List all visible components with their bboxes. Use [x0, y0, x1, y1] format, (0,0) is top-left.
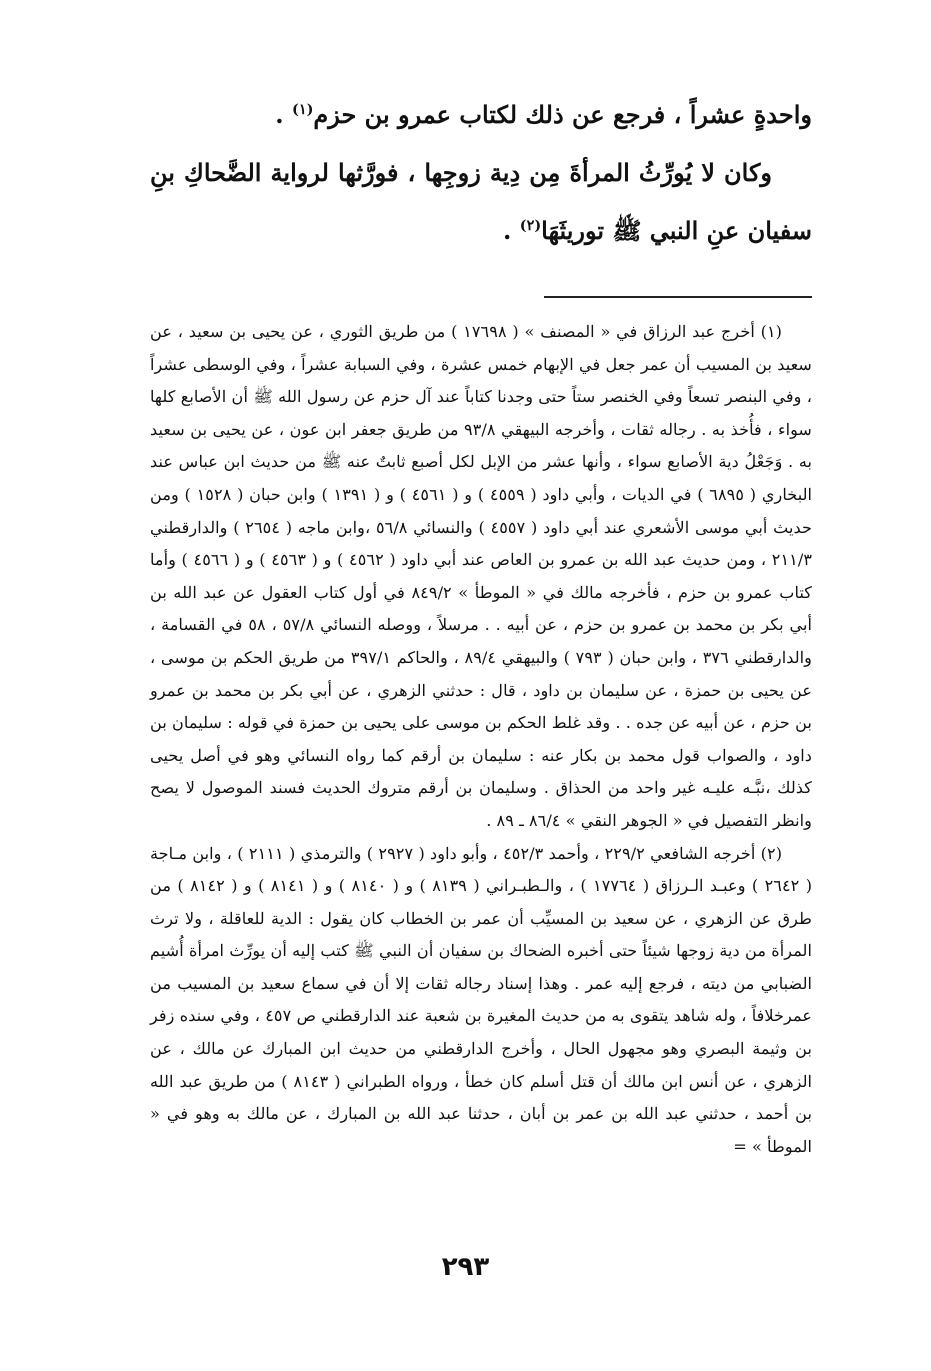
main-line-1-end: .	[275, 100, 293, 129]
footnote-ref-1[interactable]: (١)	[292, 101, 314, 118]
footnote-separator	[544, 296, 812, 298]
footnote-1: (١) أخرج عبد الرزاق في « المصنف » ( ١٧٦٩٨ ) من طريق الثوري ، عن يحيى بن سعيد ، عن سعيد بن المسيب أن عمر جعل في الإبهام خمس عشرة ، وفي السبابة عشراً ، وفي الوسطى عشراً ، وفي البنصر تسعاً وفي الخنصر ستاً حتى وجدنا كتاباً عند آل حزم عن رسول الله ﷺ أن الأصابع كلها سواء ، فأُخذ به . رجاله ثقات ، وأخرجه البيهقي ٩٣/٨ من طريق جعفر ابن عون ، عن يحيى بن سعيد به . وَجَعْلُ دية الأصابع سواء ، وأنها عشر من الإبل لكل أصبع ثابتٌ عنه ﷺ من حديث ابن عباس عند البخاري ( ٦٨٩٥ ) في الديات ، وأبي داود ( ٤٥٥٩ ) و ( ٤٥٦١ ) و ( ١٣٩١ ) وابن حبان ( ١٥٢٨ ) ومن حديث أبي موسى الأشعري عند أبي داود ( ٤٥٥٧ ) والنسائي ٥٦/٨ ،وابن ماجه ( ٢٦٥٤ ) والدارقطني ٢١١/٣ ، ومن حديث عبد الله بن عمرو بن العاص عند أبي داود ( ٤٥٦٢ ) و ( ٤٥٦٣ ) و ( ٤٥٦٦ ) وأما كتاب عمرو بن حزم ، فأخرجه مالك في « الموطأ » ٨٤٩/٢ في أول كتاب العقول عن عبد الله بن أبي بكر بن محمد بن عمرو بن حزم ، عن أبيه . . مرسلاً ، ووصله النسائي ٥٧/٨ ، ٥٨ في القسامة ، والدارقطني ٣٧٦ ، وابن حبان ( ٧٩٣ ) والبيهقي ٨٩/٤ ، والحاكم ٣٩٧/١ من طريق الحكم بن موسى ، عن يحيى بن حمزة ، عن سليمان بن داود ، قال : حدثني الزهري ، عن أبي بكر بن محمد بن عمرو بن حزم ، عن أبيه عن جده . . وقد غلط الحكم بن موسى على يحيى بن حمزة في قوله : سليمان بن داود ، والصواب قول محمد بن بكار عنه : سليمان بن أرقم كما رواه النسائي وهو في أصل يحيى كذلك ،نبَّـه عليـه غير واحد من الحذاق . وسليمان بن أرقم متروك الحديث فسند الموصول لا يصح وانظر التفصيل في « الجوهر النقي » ٨٦/٤ ـ ٨٩ .	[150, 322, 813, 830]
main-para-2-end: .	[503, 216, 520, 245]
main-paragraph-2	[150, 144, 812, 260]
main-text	[150, 86, 812, 260]
footnote-2: (٢) أخرجه الشافعي ٢٢٩/٢ ، وأحمد ٤٥٢/٣ ، وأبو داود ( ٢٩٢٧ ) والترمذي ( ٢١١١ ) ، وابن مـاجة ( ٢٦٤٢ ) وعبـد الـرزاق ( ١٧٧٦٤ ) ، والـطبـراني ( ٨١٣٩ ) و ( ٨١٤٠ ) و ( ٨١٤١ ) و ( ٨١٤٢ ) من طرق عن الزهري ، عن سعيد بن المسيِّب أن عمر بن الخطاب كان يقول : الدية للعاقلة ، ولا ترث المرأة من دية زوجها شيئاً حتى أخبره الضحاك بن سفيان أن النبي ﷺ كتب إليه أن يورِّث امرأة أُشيم الضبابي من ديته ، فرجع إليه عمر . وهذا إسناد رجاله ثقات إلا أن في سماع سعيد بن المسيب من عمرخلافاً ، وله شاهد يتقوى به من حديث المغيرة بن شعبة عند الدارقطني ص ٤٥٧ ، وفي سنده زفر بن وثيمة البصري وهو مجهول الحال ، وأخرج الدارقطني من حديث ابن المبارك عن مالك ، عن الزهري ، عن أنس ابن مالك أن قتل أسلم كان خطأ ، ورواه الطبراني ( ٨١٤٣ ) من طريق عبد الله بن أحمد ، حدثني عبد الله بن عمر بن أبان ، حدثنا عبد الله بن المبارك ، عن مالك به وهو في « الموطأ » =	[150, 843, 813, 1156]
document-page	[150, 86, 812, 1163]
footnotes	[150, 316, 812, 1163]
main-para-2-text: وكان لا يُورِّثُ المرأةَ مِن دِية زوجِها ، فورَّثها لرواية الضَّحاكِ بنِ سفيان عنِ النبي ﷺ توريثَهَا	[150, 158, 812, 245]
page-number: ٢٩٣	[441, 1252, 490, 1282]
main-paragraph-1	[150, 86, 812, 144]
main-line-1: واحدةٍ عشراً ، فرجع عن ذلك لكتاب عمرو بن حزم	[313, 100, 812, 129]
footnote-ref-2[interactable]: (٢)	[519, 217, 542, 234]
